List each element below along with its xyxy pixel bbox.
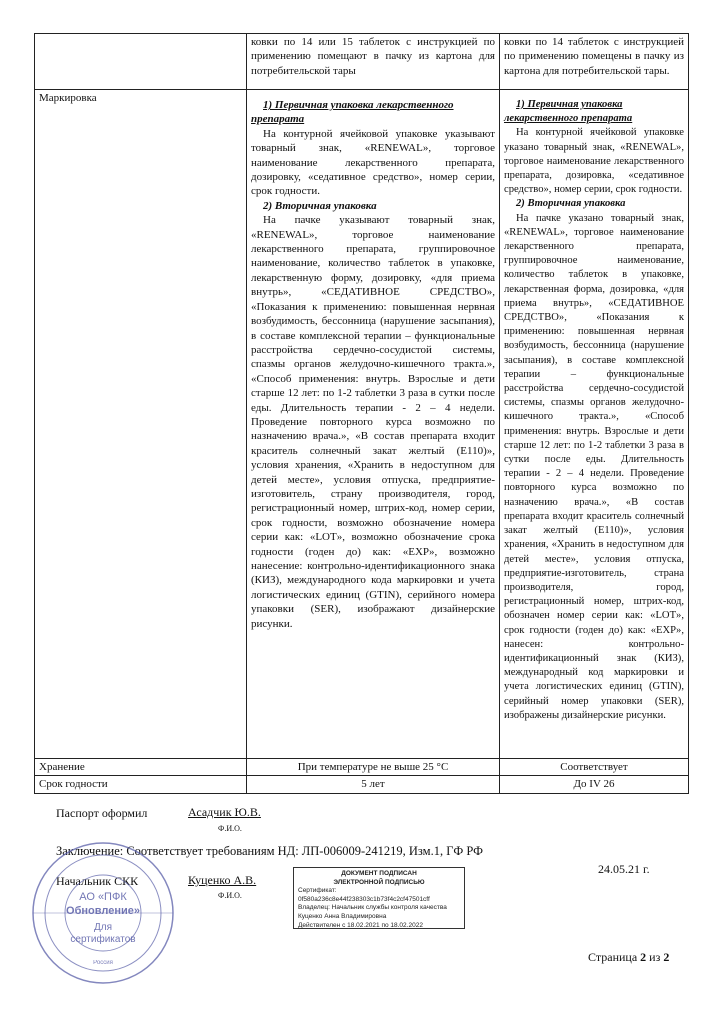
table-row-shelf: [35, 776, 689, 793]
paragraph: На контурной ячейковой упаковке указано товарный знак, «RENEWAL», торговое наименование лекарственного препарата, дозировка, «седативное средство», номер серии, срок годности.: [504, 127, 684, 196]
signature-cert: Сертификат: 0f580a236c8e44f238303c1b73f4c2cf47501cff: [298, 887, 430, 903]
signature-owner-name: Куценко Анна Владимировна: [298, 912, 387, 920]
table-row: [35, 34, 689, 90]
section-heading: 2) Вторичная упаковка: [516, 198, 626, 210]
stamp-text: Обновление»: [66, 905, 140, 917]
passport-label: Паспорт оформил: [56, 806, 148, 820]
stamp-text: Россия: [93, 960, 113, 966]
specification-table: [34, 33, 689, 794]
page-total: 2: [663, 950, 670, 964]
company-stamp-icon: [28, 838, 178, 988]
signature-owner: Владелец: Начальник службы контроля качества: [298, 904, 447, 912]
conclusion-text: Заключение: Соответствует требованиям НД: ЛП-006009-241219, Изм.1, ГФ РФ: [56, 844, 484, 858]
spec-cell: ковки по 14 или 15 таблеток с инструкцией по применению помещают в пачку из картона для потребительской тары: [247, 34, 500, 90]
row-label-shelf: Срок годности: [35, 776, 247, 793]
stamp-text: АО «ПФК: [79, 891, 127, 903]
page-current: 2: [640, 950, 647, 964]
stamp-text: Для: [93, 922, 113, 933]
section-heading: 2) Вторичная упаковка: [263, 199, 377, 212]
row-label: [35, 34, 247, 90]
table-row-storage: [35, 759, 689, 776]
paragraph: На пачке указывают товарный знак, «RENEWAL», торговое наименование лекарственного препарата, группировочное наименование, количество таблеток в упаковке, лекарственную форму, дозировку, «для приема внутрь», «СЕДАТИВНОЕ СРЕДСТВО», «Показания к применению: повышенная нервная возбудимость, бессонница (нарушение засыпания), в составе комплексной терапии – функциональные расстройства сердечно-сосудистой системы, спазмы органов желудочно-кишечного тракта.», «Способ применения: внутрь. Взрослые и дети старше 12 лет: по 1-2 таблетки 3 раза в сутки после еды. Длительность терапии - 2 – 4 недели. Проведение повторного курса возможно по назначению врача.», «В состав препарата входит краситель солнечный закат желтый (Е110)», условия хранения, «Хранить в недоступном для детей месте», условия отпуска, предприятие-изготовитель, страну производителя, город, регистрационный номер, штрих-код, номер серии, срок годности, возможно обозначение номера серии как: «LOT», возможно обозначение срока годности (годен до) как: «EXP», возможно нанесение: контрольно-идентификационного знака (КИЗ), международного кода маркировки и учета логистических единиц (GTIN), серийного номера упаковки (SER), изображают дизайнерские рисунки.: [251, 214, 495, 630]
passport-name: Асадчик Ю.В.: [188, 805, 261, 819]
paragraph: На контурной ячейковой упаковке указывают товарный знак, «RENEWAL», торговое наименование лекарственного препарата, дозировку, «седативное средство», номер серии, срок годности.: [251, 127, 495, 198]
section-heading: 1) Первичная упаковка лекарственного препарата: [251, 99, 454, 126]
signature-validity: Действителен с 18.02.2021 по 18.02.2022: [298, 921, 423, 929]
table-row-marking: [35, 90, 689, 759]
fio-caption: Ф.И.О.: [218, 891, 242, 900]
spec-cell-shelf: 5 лет: [247, 776, 500, 793]
fio-caption: Ф.И.О.: [218, 824, 242, 833]
result-cell-marking: [500, 90, 689, 759]
row-label-storage: Хранение: [35, 759, 247, 776]
result-cell: ковки по 14 таблеток с инструкцией по применению помещены в пачку из картона для потребительской тары.: [500, 34, 689, 90]
spec-cell-marking: [247, 90, 500, 759]
stamp-text: сертификатов: [70, 934, 136, 945]
result-cell-storage: Соответствует: [500, 759, 689, 776]
electronic-signature-box: [293, 867, 465, 929]
signature-title: ДОКУМЕНТ ПОДПИСАН: [341, 870, 417, 877]
result-cell-shelf: До IV 26: [500, 776, 689, 793]
row-label-marking: Маркировка: [35, 90, 247, 759]
paragraph: На пачке указано товарный знак, «RENEWAL», торговое наименование лекарственного препарата, группировочное наименование, количество таблеток в упаковке, лекарственная форма, дозировка, «для приема внутрь», «СЕДАТИВНОЕ СРЕДСТВО», «Показания к применению: повышенная нервная возбудимость, бессонница (нарушение засыпания), в составе комплексной терапии – функциональные расстройства сердечно-сосудистой системы, спазмы органов желудочно-кишечного тракта.», «Способ применения: внутрь. Взрослые и дети старше 12 лет: по 1-2 таблетки 3 раза в сутки после еды. Длительность терапии - 2 – 4 недели. Проведение повторного курса возможно по назначению врача.», «В состав препарата входит краситель солнечный закат желтый (Е110)», условия хранения, «Хранить в недоступном для детей месте», условия отпуска, предприятие-изготовитель, страна производителя, город, регистрационный номер, штрих-код, обозначен номер серии как: «LOT», срок годности (годен до) как: «EXP», нанесен: контрольно-идентификационный знак (КИЗ), международный код маркировки и учета логистических единиц (GTIN), серийный номер упаковки (SER), изображены дизайнерские рисунки.: [504, 212, 684, 721]
conclusion-date: 24.05.21 г.: [598, 862, 650, 876]
page-label: Страница: [588, 950, 638, 964]
head-name: Куценко А.В.: [188, 873, 257, 887]
spec-cell-storage: При температуре не выше 25 °С: [247, 759, 500, 776]
page-number: [588, 950, 669, 965]
signature-title: ЭЛЕКТРОННОЙ ПОДПИСЬЮ: [333, 878, 425, 886]
head-label: Начальник СКК: [56, 874, 139, 888]
section-heading: 1) Первичная упаковка лекарственного препарата: [504, 99, 633, 125]
page-of: из: [649, 950, 661, 964]
